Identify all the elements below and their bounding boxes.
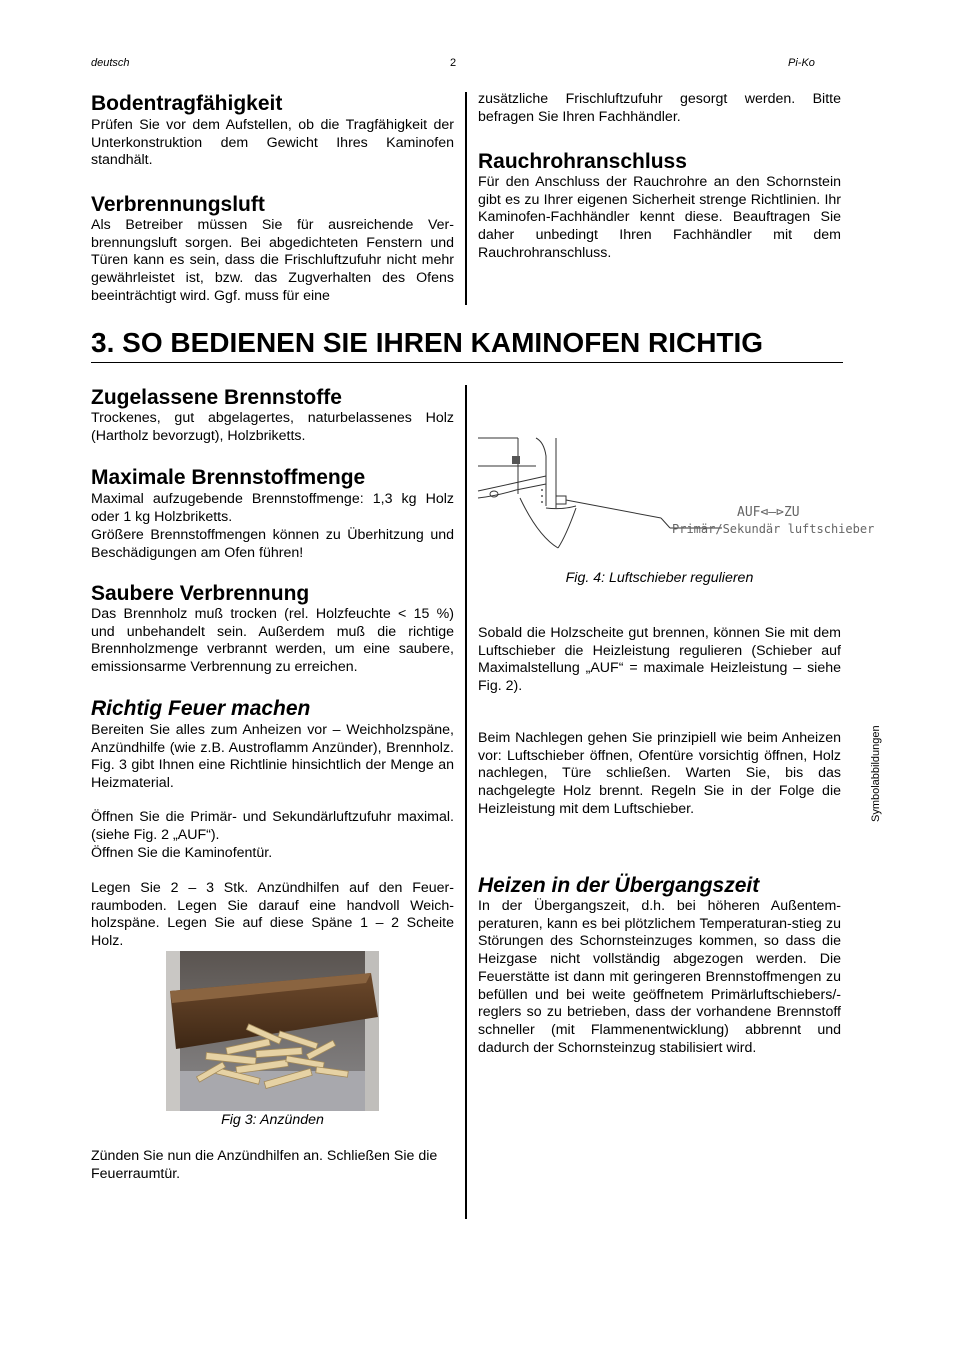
heading-rauchrohranschluss: Rauchrohranschluss (478, 150, 687, 173)
fig4-drawing (476, 436, 888, 554)
text-brennstoffmenge-2: Größere Brennstoffmengen können zu Überhitzung und Beschädigungen am Ofen führen! (91, 527, 454, 561)
text-brennstoffe: Trockenes, gut abgelagertes, naturbelassenes Holz (Hartholz bevorzugt), Holzbriketts. (91, 410, 454, 444)
text-feuer-4: Legen Sie 2 – 3 Stk. Anzündhilfen auf den Feuer-raumboden. Legen Sie darauf eine handvoll Weich-holzspäne. Legen Sie auf diese Späne 1 – 2 Scheite Holz. (91, 880, 454, 950)
fig4-label-auf-zu: AUF⊲—⊳ZU (737, 505, 800, 520)
header-brand: Pi-Ko (788, 57, 815, 69)
column-divider-top (465, 92, 467, 305)
header-language: deutsch (91, 57, 130, 69)
heading-verbrennungsluft: Verbrennungsluft (91, 193, 265, 216)
heading-bodentragfaehigkeit: Bodentragfähigkeit (91, 92, 283, 115)
heading-feuer-machen: Richtig Feuer machen (91, 697, 311, 720)
chapter-heading (91, 326, 843, 363)
text-verbrennungsluft: Als Betreiber müssen Sie für ausreichende Ver-brennungsluft sorgen. Bei abgedichteten Fenstern und Türen kann es sein, dass die Frischluftzufuhr nicht mehr gewährleistet ist, bzw. das Zugverhalten des Ofens beeinträchtigt wird. Ggf. muss für eine (91, 217, 454, 304)
page-number: 2 (450, 57, 457, 69)
fig3-photo (166, 951, 379, 1111)
text-rauchrohranschluss: Für den Anschluss der Rauchrohre an den Schornstein gibt es zu Ihrer eigenen Sicherheit strenge Richtlinien. Ihr Kaminofen-Fachhändler kennt diese. Beauftragen Sie daher unbedingt Ihren Fachhändler mit dem Rauchrohranschluss. (478, 174, 841, 261)
fig3-caption: Fig 3: Anzünden (221, 1112, 324, 1128)
fig4-caption: Fig. 4: Luftschieber regulieren (565, 570, 754, 586)
text-feuer-2: Öffnen Sie die Primär- und Sekundärluftzufuhr maximal. (siehe Fig. 2 „AUF“). (91, 809, 454, 843)
heading-brennstoffmenge: Maximale Brennstoffmenge (91, 466, 366, 489)
text-right-1: Sobald die Holzscheite gut brennen, können Sie mit dem Luftschieber die Heizleistung regulieren (Schieber auf Maximalstellung „AUF“ = maximale Heizleistung – siehe Fig. 2). (478, 625, 841, 695)
text-brennstoffmenge-1: Maximal aufzugebende Brennstoffmenge: 1,3 kg Holz oder 1 kg Holzbriketts. (91, 491, 454, 525)
chapter-title: SO BEDIENEN SIE IHREN KAMINOFEN RICHTIG (122, 327, 764, 358)
chapter-number: 3. (91, 327, 115, 358)
text-saubere-verbrennung: Das Brennholz muß trocken (rel. Holzfeuchte < 15 %) und unbehandelt sein. Außerdem muß die richtige Brennholzmenge verbrannt werden, um eine saubere, emissionsarme Verbrennung zu erreichen. (91, 606, 454, 676)
text-feuer-5: Zünden Sie nun die Anzündhilfen an. Schließen Sie die Feuerraumtür. (91, 1148, 438, 1182)
column-divider-main (465, 385, 467, 1219)
heading-brennstoffe: Zugelassene Brennstoffe (91, 386, 342, 409)
text-continuation: zusätzliche Frischluftzufuhr gesorgt werden. Bitte befragen Sie Ihren Fachhändler. (478, 91, 841, 125)
text-feuer-1: Bereiten Sie alles zum Anheizen vor – Weichholzspäne, Anzündhilfe (wie z.B. Austroflamm Anzünder), Brennholz. Fig. 3 gibt Ihnen eine Richtlinie hinsichtlich der Menge an Heizmaterial. (91, 722, 454, 792)
sidebar-label: Symbolabbildungen (870, 725, 882, 822)
fig4-label-luftschieber: Primär/Sekundär luftschieber (672, 522, 875, 536)
text-uebergangszeit: In der Übergangszeit, d.h. bei höheren Außentem-peraturen, kann es bei plötzlichem Temperaturan-stieg zu Störungen des Schornsteinzuges kommen, so dass die Heizgase nicht vollständig abgezogen werden. Die Feuerstätte ist dann mit geringeren Brennstoffmengen zu befüllen und bei weite geöffnetem Primärluftschiebers/-reglers so zu betrieben, dass der vorhandene Brennstoff schneller (mit Flammenentwicklung) abbrennt und dadurch der Schornsteinzug stabilisiert wird. (478, 898, 841, 1056)
text-right-2: Beim Nachlegen gehen Sie prinzipiell wie beim Anheizen vor: Luftschieber öffnen, Ofentüre vorsichtig öffnen, Holz nachlegen, Türe schließen. Warten Sie, bis das nachgelegte Holz brennt. Regeln Sie in der Folge die Heizleistung mit dem Luftschieber. (478, 730, 841, 817)
heading-uebergangszeit: Heizen in der Übergangszeit (478, 874, 760, 897)
text-bodentragfaehigkeit: Prüfen Sie vor dem Aufstellen, ob die Tragfähigkeit der Unterkonstruktion dem Gewicht Ihres Kaminofen standhält. (91, 117, 454, 169)
text-feuer-3: Öffnen Sie die Kaminofentür. (91, 845, 273, 861)
heading-saubere-verbrennung: Saubere Verbrennung (91, 582, 310, 605)
